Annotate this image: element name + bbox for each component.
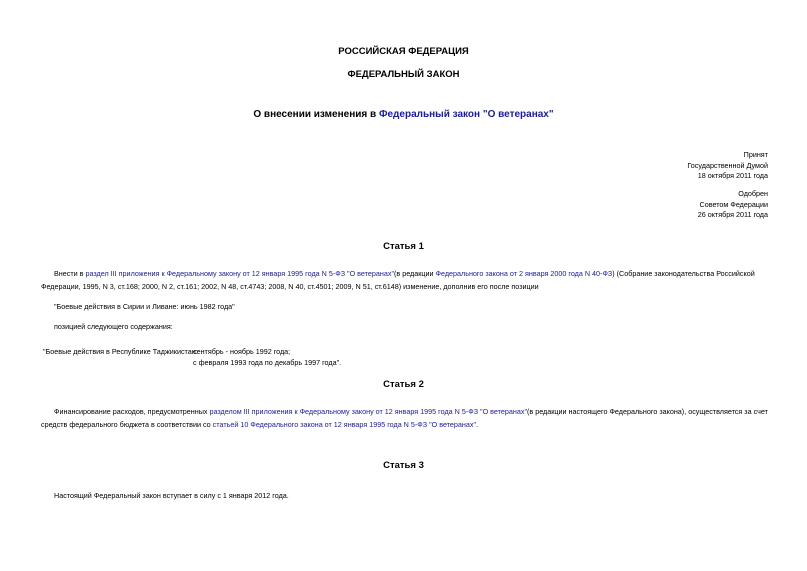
adopted-line2: Государственной Думой — [687, 160, 768, 170]
article1-paragraph — [41, 268, 774, 293]
article1-new-position-text: позицией следующего содержания: — [54, 322, 173, 331]
article2-text-c: . — [476, 419, 479, 429]
adopted-line1: Принят — [743, 150, 768, 159]
article1-link-section[interactable]: раздел III приложения к Федеральному закону от 12 января 1995 года N 5-ФЗ "О ветеранах" — [85, 269, 394, 278]
article3-paragraph: Настоящий Федеральный закон вступает в силу с 1 января 2012 года. — [54, 491, 289, 500]
article1-item-right2: с февраля 1993 года по декабрь 1997 года". — [193, 358, 342, 367]
article2-text-b: (в редакции настоящего Федерального закона), осуществляется за счет средств федерального бюджета в соответствии со — [41, 407, 768, 429]
adopted-block — [687, 150, 768, 182]
article1-text-b: (в редакции — [394, 269, 436, 278]
article3-heading: Статья 3 — [383, 460, 424, 471]
article2-link-section[interactable]: разделом III приложения к Федеральному закону от 12 января 1995 года N 5-ФЗ "О ветеранах" — [209, 407, 527, 416]
article2-link-article10[interactable]: статьей 10 Федерального закона от 12 января 1995 года N 5-ФЗ "О ветеранах" — [212, 419, 477, 429]
approved-line1: Одобрен — [738, 189, 768, 198]
article1-item-left: "Боевые действия в Республике Таджикистан: — [43, 347, 198, 356]
article1-text-a: Внести в — [54, 269, 86, 278]
doc-type-heading: ФЕДЕРАЛЬНЫЙ ЗАКОН — [347, 69, 460, 80]
article2-text-a: Финансирование расходов, предусмотренных — [54, 407, 210, 416]
title-law-link[interactable]: Федеральный закон "О ветеранах" — [378, 109, 554, 120]
country-heading: РОССИЙСКАЯ ФЕДЕРАЦИЯ — [338, 46, 469, 57]
article1-heading: Статья 1 — [383, 241, 424, 252]
approved-line3: 26 октября 2011 года — [697, 210, 768, 219]
page-title — [0, 109, 807, 120]
article1-item-right1: сентябрь - ноябрь 1992 года; — [193, 347, 291, 356]
article2-heading: Статья 2 — [383, 379, 424, 390]
adopted-line3: 18 октября 2011 года — [697, 171, 768, 180]
article1-quote: "Боевые действия в Сирии и Ливане: июнь 1982 года" — [54, 302, 235, 311]
approved-line2: Советом Федерации — [699, 199, 768, 209]
approved-block — [698, 189, 768, 221]
title-prefix: О внесении изменения в — [253, 109, 379, 120]
article1-text-c: ) (Собрание законодательства Российской Федерации, 1995, N 3, ст.168; 2000, N 2, ст.161; 2002, N 48, ст.4743; 2008, N 40, ст.4501; 2009, N 51, ст.6148) изменение, дополнив его после позиции — [41, 269, 755, 291]
article1-link-amendment[interactable]: Федерального закона от 2 января 2000 года N 40-ФЗ — [435, 269, 613, 278]
article2-paragraph — [41, 406, 774, 431]
